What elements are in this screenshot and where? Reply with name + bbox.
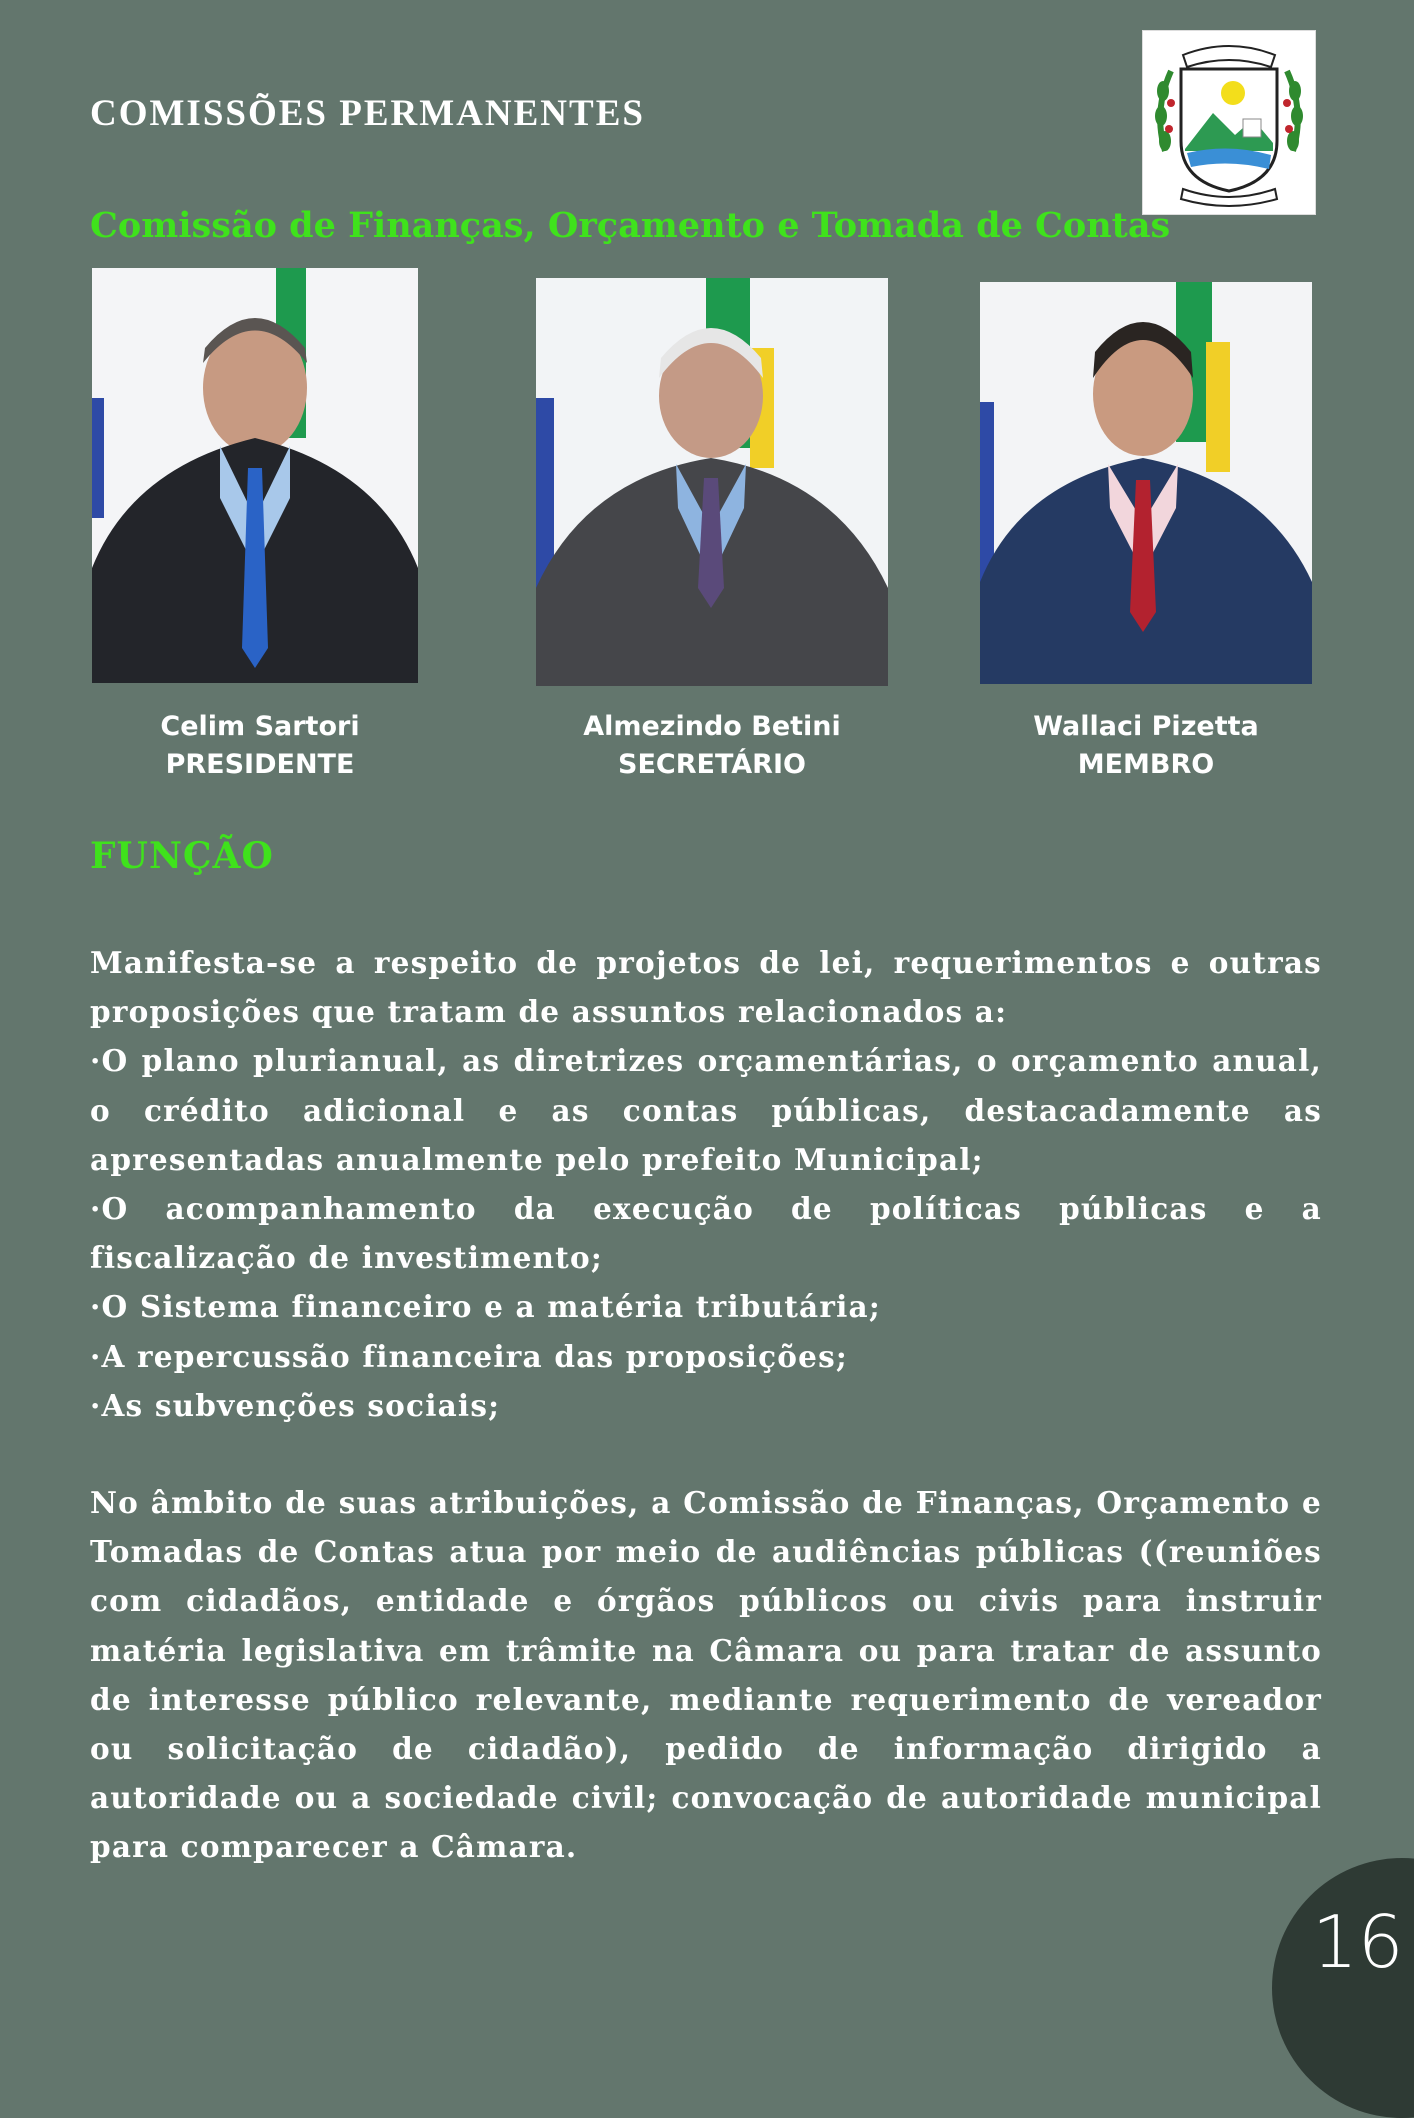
page-title: COMISSÕES PERMANENTES bbox=[90, 93, 645, 134]
function-closing-paragraph: No âmbito de suas atribuições, a Comissão de Finanças, Orçamento e Tomadas de Contas atua por meio de audiências públicas ((reuniões com cidadãos, entidade e órgãos públicos ou civis para instruir matéria legislativa em trâmite na Câmara ou para tratar de assunto de interesse público relevante, mediante requerimento de vereador ou solicitação de cidadão), pedido de informação dirigido a autoridade ou a sociedade civil; convocação de autoridade municipal para comparecer a Câmara. bbox=[90, 1485, 1322, 1865]
function-intro: Manifesta-se a respeito de projetos de lei, requerimentos e outras proposições que tratam de assuntos relacionados a: bbox=[90, 945, 1322, 1030]
member-name: Celim Sartori bbox=[160, 711, 360, 742]
function-item: ·O acompanhamento da execução de políticas públicas e a fiscalização de investimento; bbox=[90, 1191, 1322, 1276]
function-item: ·O plano plurianual, as diretrizes orçamentárias, o orçamento anual, o crédito adicional e as contas públicas, destacadamente as apresentadas anualmente pelo prefeito Municipal; bbox=[90, 1043, 1322, 1177]
function-item: ·As subvenções sociais; bbox=[90, 1387, 501, 1423]
member-card bbox=[956, 708, 1336, 784]
member-name: Almezindo Betini bbox=[583, 711, 841, 742]
function-item: ·A repercussão financeira das proposições; bbox=[90, 1338, 849, 1374]
member-card bbox=[70, 708, 450, 784]
function-list bbox=[90, 938, 1322, 1430]
function-item: ·O Sistema financeiro e a matéria tributária; bbox=[90, 1289, 881, 1325]
municipal-coat-of-arms-logo bbox=[1142, 30, 1316, 215]
member-photo bbox=[980, 282, 1312, 684]
member-role: MEMBRO bbox=[1077, 749, 1215, 780]
member-photo bbox=[536, 278, 888, 686]
member-name: Wallaci Pizetta bbox=[1033, 711, 1259, 742]
function-heading: FUNÇÃO bbox=[90, 835, 274, 877]
member-role: PRESIDENTE bbox=[165, 749, 355, 780]
page-number: 16 bbox=[1312, 1900, 1404, 1984]
commission-title: Comissão de Finanças, Orçamento e Tomada de Contas bbox=[90, 205, 1171, 246]
page-number-badge bbox=[1272, 1858, 1414, 2118]
member-role: SECRETÁRIO bbox=[618, 749, 806, 780]
member-photo bbox=[92, 268, 418, 683]
member-card bbox=[522, 708, 902, 784]
